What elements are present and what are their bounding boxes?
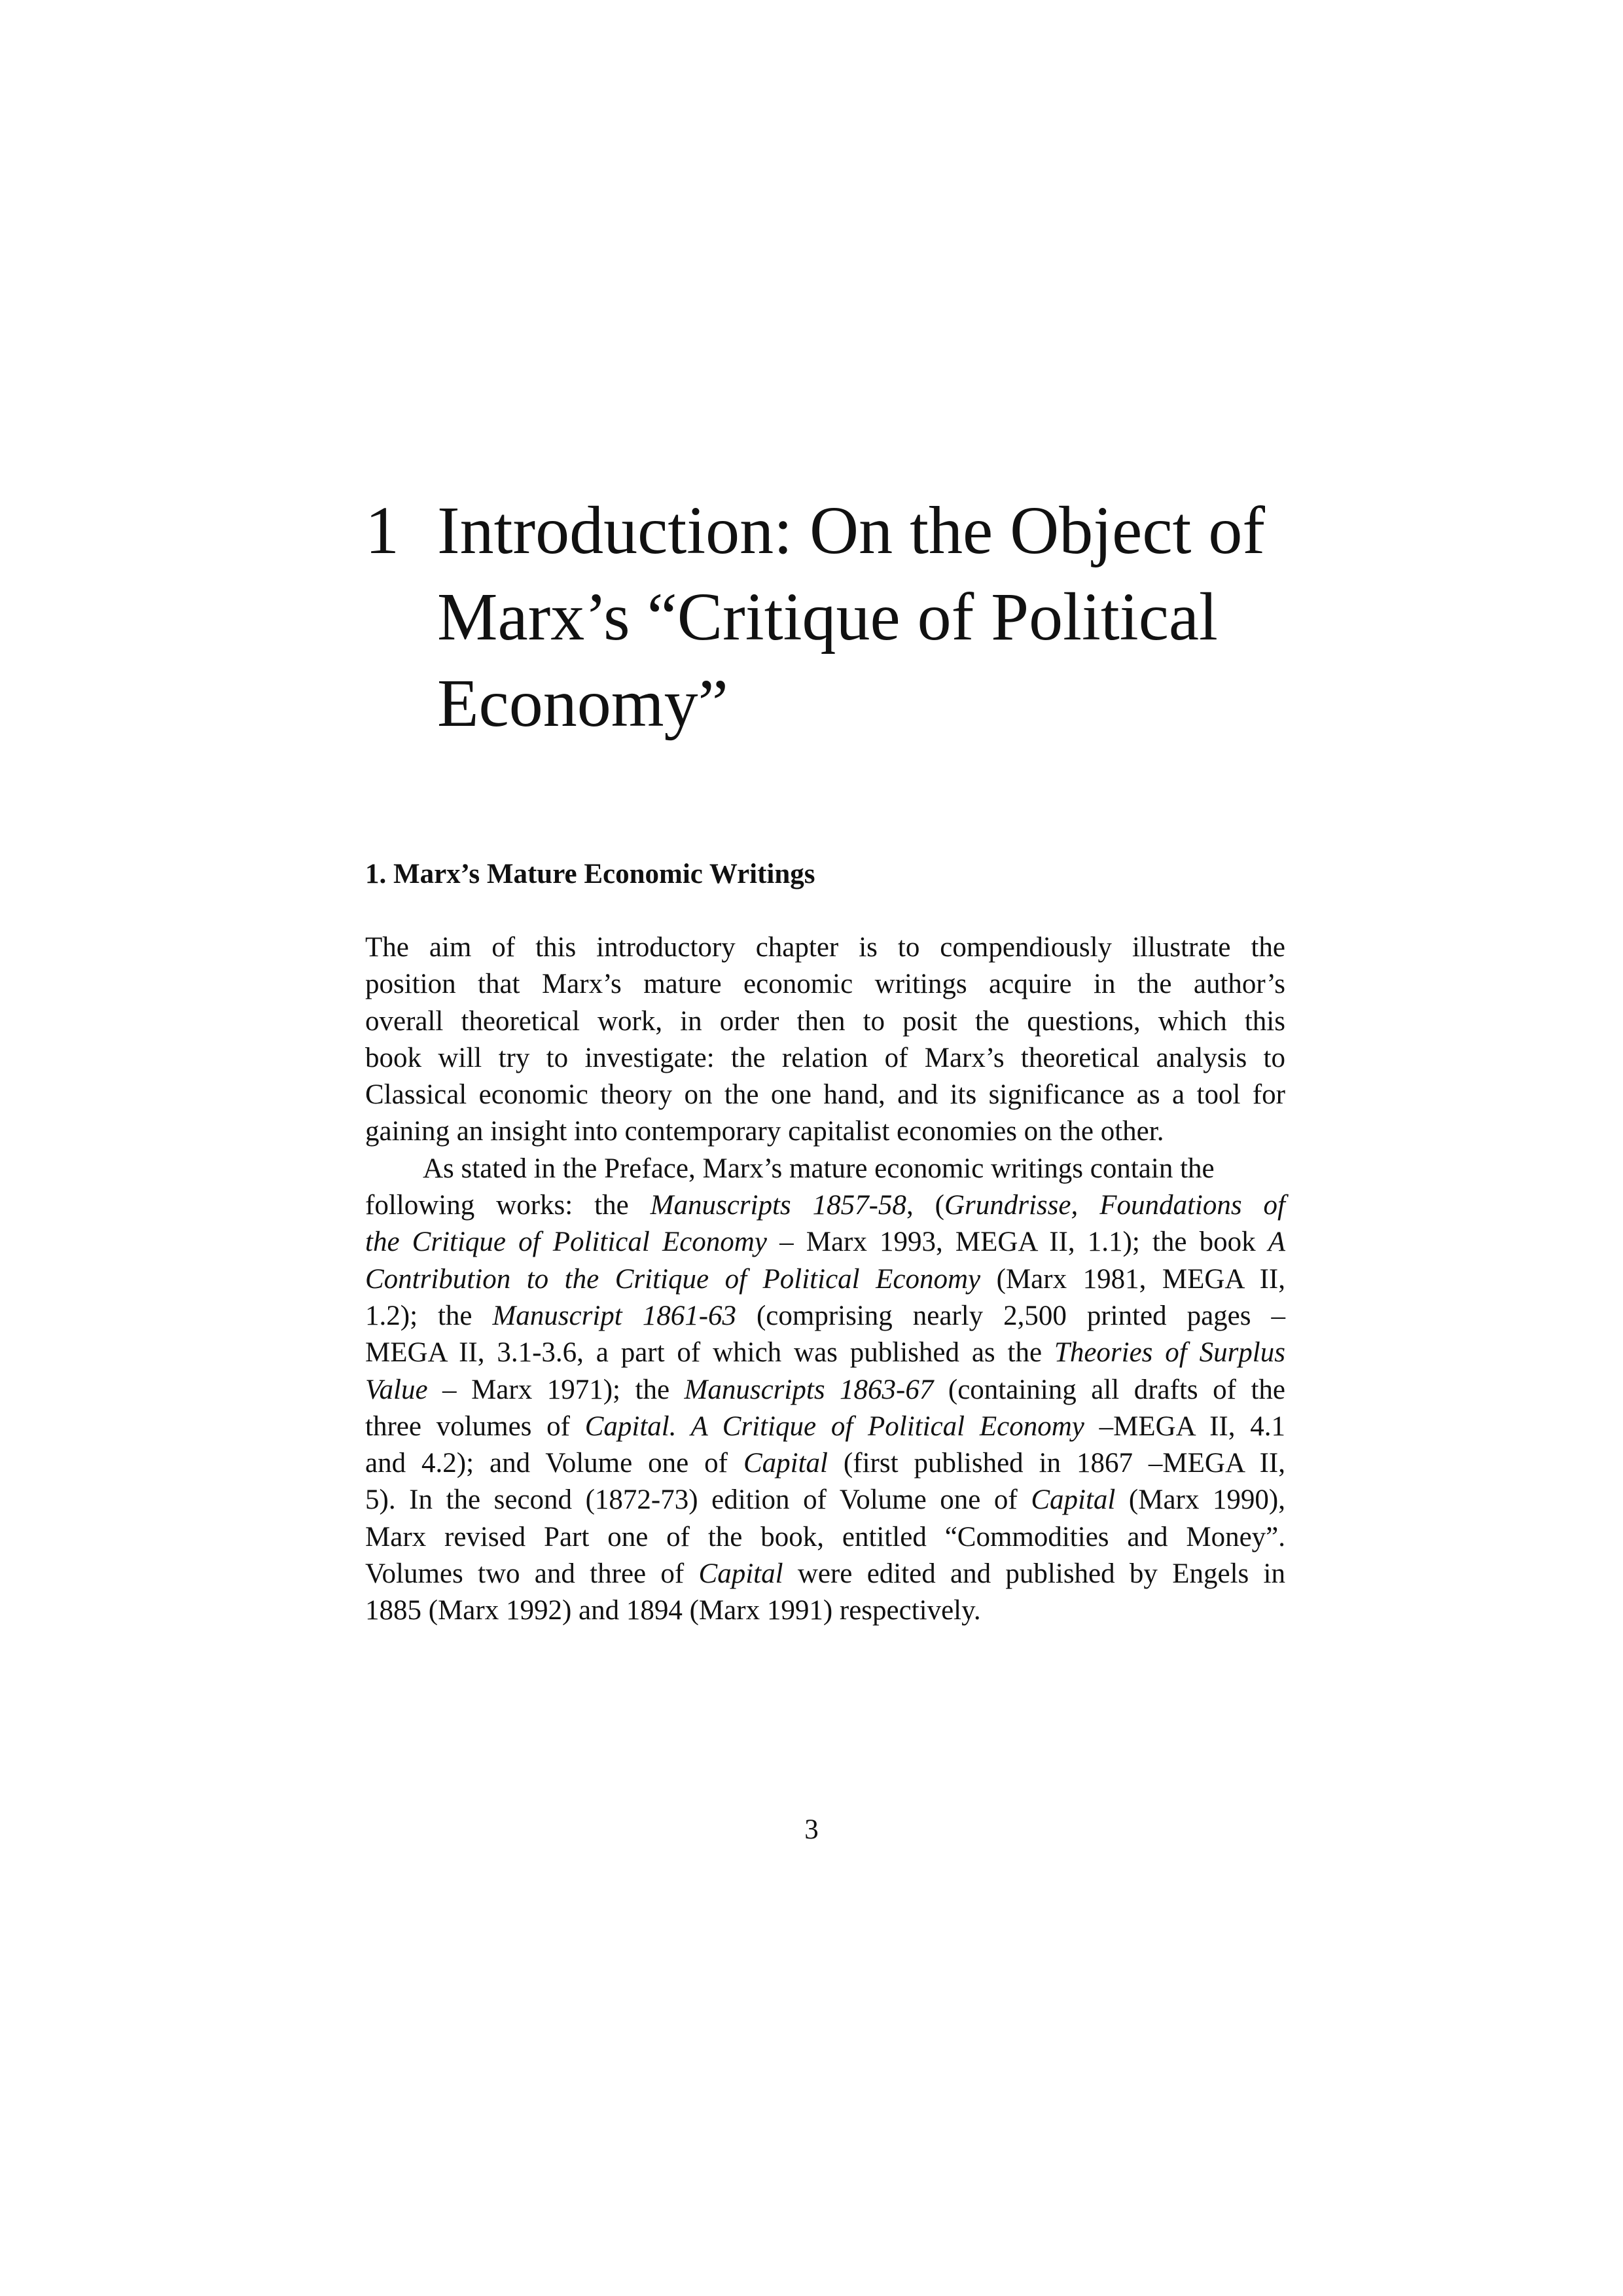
chapter-title <box>437 488 1347 747</box>
text-line: Volumes two and three of Capital were edited and published by Engels in <box>365 1558 1285 1590</box>
chapter-title-line: Economy” <box>437 666 728 741</box>
text-line: Contribution to the Critique of Political Economy (Marx 1981, MEGA II, <box>365 1263 1285 1295</box>
chapter-number: 1 <box>365 493 399 568</box>
body-text <box>365 929 1285 1630</box>
text-line: position that Marx’s mature economic writings acquire in the author’s <box>365 969 1285 1000</box>
text-line: gaining an insight into contemporary capitalist economies on the other. <box>365 1116 1164 1147</box>
text-line: the Critique of Political Economy – Marx 1993, MEGA II, 1.1); the book A <box>365 1227 1285 1258</box>
section-heading: 1. Marx’s Mature Economic Writings <box>365 859 815 889</box>
chapter-title-line: Introduction: On the Object of <box>437 493 1266 568</box>
text-line: Value – Marx 1971); the Manuscripts 1863-67 (containing all drafts of the <box>365 1374 1286 1405</box>
text-line: book will try to investigate: the relation of Marx’s theoretical analysis to <box>365 1042 1285 1073</box>
text-line: overall theoretical work, in order then to posit the questions, which this <box>365 1005 1285 1037</box>
text-line: Marx revised Part one of the book, entitled “Commodities and Money”. <box>365 1521 1285 1552</box>
text-line: Classical economic theory on the one hand, and its significance as a tool for <box>365 1079 1285 1111</box>
text-line: 5). In the second (1872-73) edition of Volume one of Capital (Marx 1990), <box>365 1484 1286 1516</box>
text-line: three volumes of Capital. A Critique of Political Economy –MEGA II, 4.1 <box>365 1410 1285 1442</box>
text-line: 1.2); the Manuscript 1861-63 (comprising nearly 2,500 printed pages – <box>365 1300 1285 1331</box>
text-line: 1885 (Marx 1992) and 1894 (Marx 1991) respectively. <box>365 1595 981 1626</box>
text-line: The aim of this introductory chapter is to compendiously illustrate the <box>365 932 1285 963</box>
text-line: and 4.2); and Volume one of Capital (first published in 1867 –MEGA II, <box>365 1448 1285 1479</box>
paragraph <box>365 1151 1285 1630</box>
text-line: As stated in the Preface, Marx’s mature economic writings contain the <box>423 1153 1215 1184</box>
chapter-title-line: Marx’s “Critique of Political <box>437 579 1218 655</box>
text-line: MEGA II, 3.1-3.6, a part of which was published as the Theories of Surplus <box>365 1337 1285 1369</box>
text-line: following works: the Manuscripts 1857-58, (Grundrisse, Foundations of <box>365 1190 1285 1221</box>
paragraph <box>365 929 1285 1151</box>
page-number: 3 <box>804 1814 819 1845</box>
